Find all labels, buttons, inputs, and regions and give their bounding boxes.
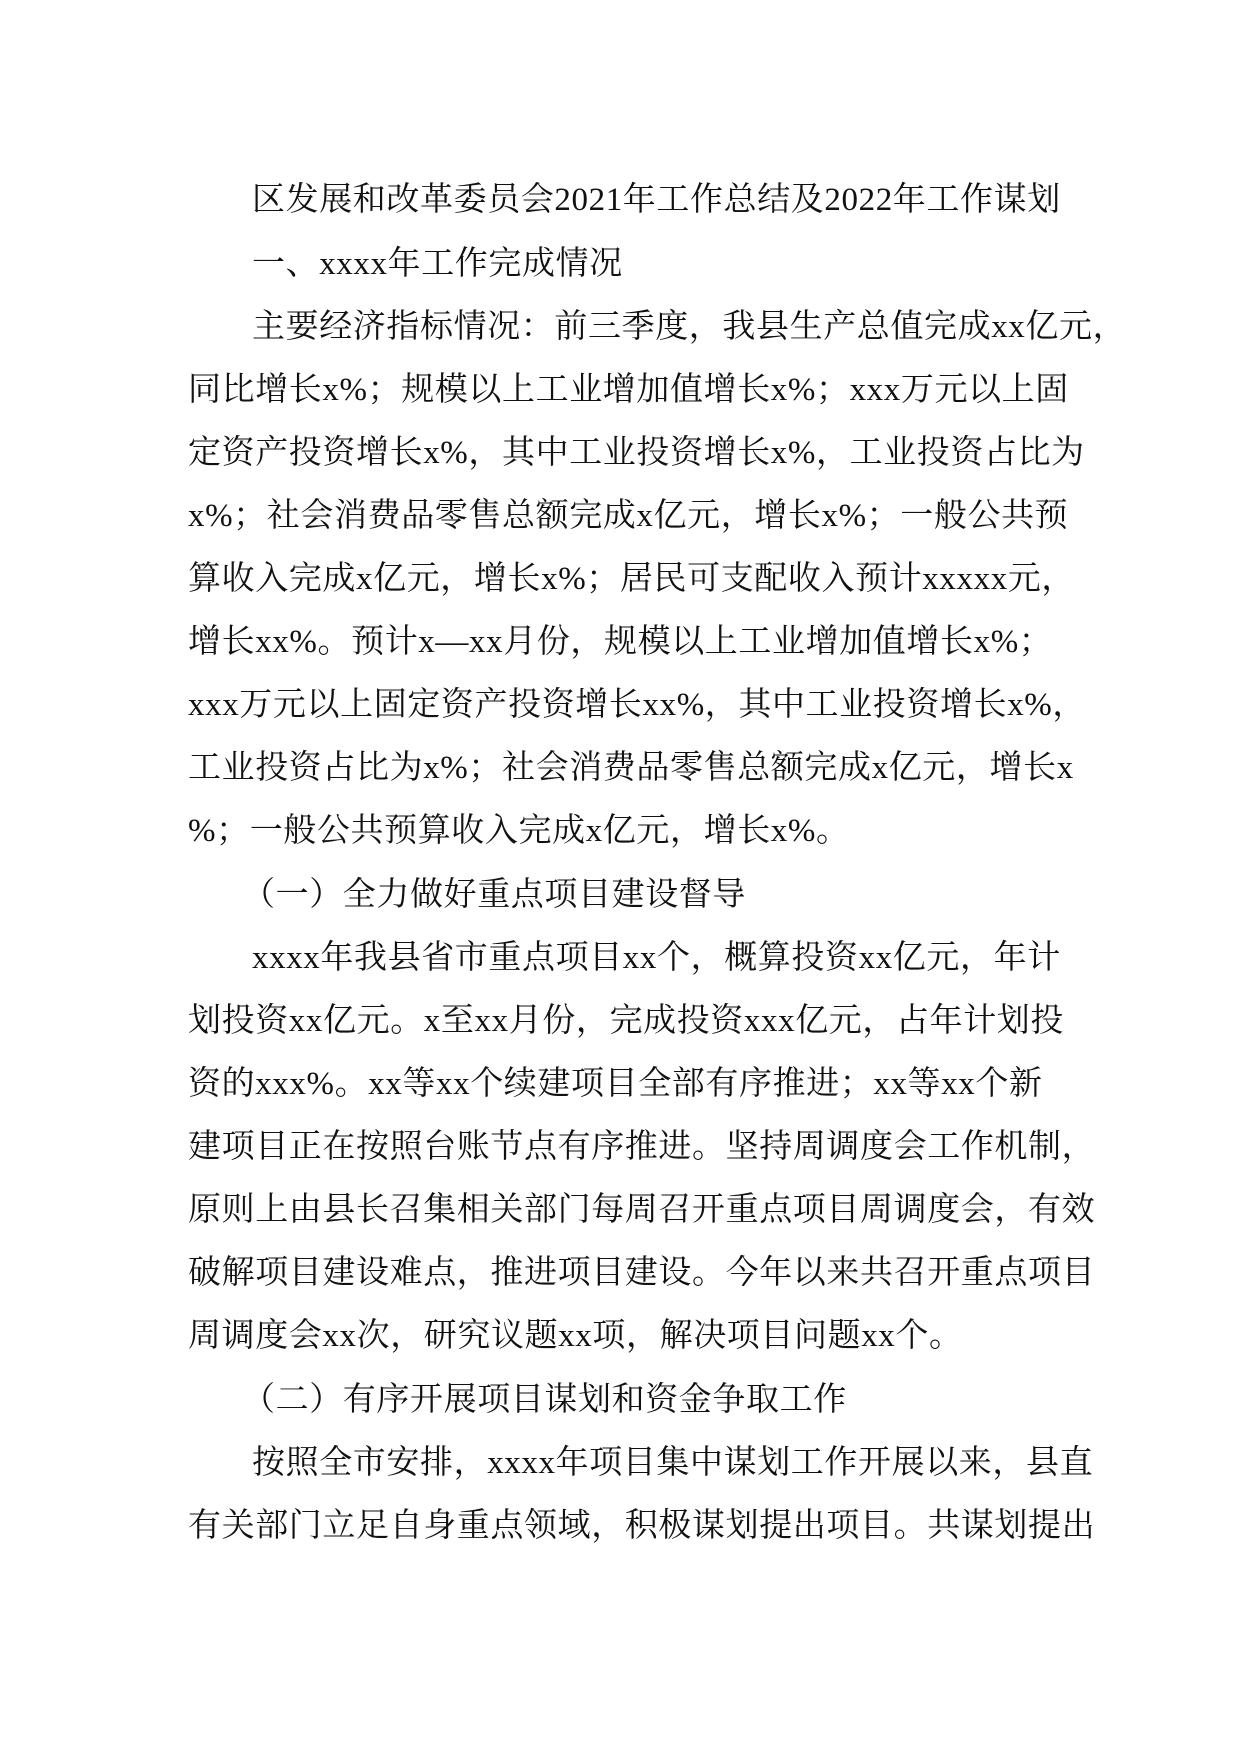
document-title: 区发展和改革委员会2021年工作总结及2022年工作谋划: [252, 182, 1061, 218]
paragraph-1-line: 同比增长x%；规模以上工业增加值增长x%；xxx万元以上固: [188, 372, 1069, 408]
paragraph-1-line: 主要经济指标情况：前三季度，我县生产总值完成xx亿元，: [252, 309, 1127, 345]
paragraph-2-line: 资的xxx%。xx等xx个续建项目全部有序推进；xx等xx个新: [188, 1066, 1043, 1102]
paragraph-1-line: 算收入完成x亿元，增长x%；居民可支配收入预计xxxxx元，: [188, 561, 1075, 597]
paragraph-1-line: x%；社会消费品零售总额完成x亿元，增长x%；一般公共预: [188, 498, 1069, 534]
paragraph-2-line: 划投资xx亿元。x至xx月份，完成投资xxx亿元，占年计划投: [188, 1003, 1064, 1039]
paragraph-1-line: 增长xx%。预计x—xx月份，规模以上工业增加值增长x%；: [188, 624, 1053, 660]
paragraph-3-line: 有关部门立足自身重点领域，积极谋划提出项目。共谋划提出: [188, 1508, 1096, 1544]
paragraph-2-line: xxxx年我县省市重点项目xx个，概算投资xx亿元，年计: [252, 940, 1061, 976]
paragraph-2-line: 周调度会xx次，研究议题xx项，解决项目问题xx个。: [188, 1318, 963, 1354]
section-heading-1: 一、xxxx年工作完成情况: [252, 246, 623, 282]
subheading-1: （一）全力做好重点项目建设督导: [242, 877, 746, 913]
paragraph-1-line: xxx万元以上固定资产投资增长xx%，其中工业投资增长x%，: [188, 687, 1086, 723]
paragraph-2-line: 建项目正在按照台账节点有序推进。坚持周调度会工作机制，: [188, 1129, 1096, 1165]
paragraph-2-line: 原则上由县长召集相关部门每周召开重点项目周调度会，有效: [188, 1192, 1096, 1228]
paragraph-1-line: %；一般公共预算收入完成x亿元，增长x%。: [188, 813, 850, 849]
paragraph-1-line: 定资产投资增长x%，其中工业投资增长x%，工业投资占比为: [188, 435, 1085, 471]
subheading-2: （二）有序开展项目谋划和资金争取工作: [242, 1382, 847, 1418]
paragraph-1-line: 工业投资占比为x%；社会消费品零售总额完成x亿元，增长x: [188, 750, 1074, 786]
paragraph-2-line: 破解项目建设难点，推进项目建设。今年以来共召开重点项目: [188, 1255, 1096, 1291]
paragraph-3-line: 按照全市安排，xxxx年项目集中谋划工作开展以来，县直: [252, 1445, 1094, 1481]
